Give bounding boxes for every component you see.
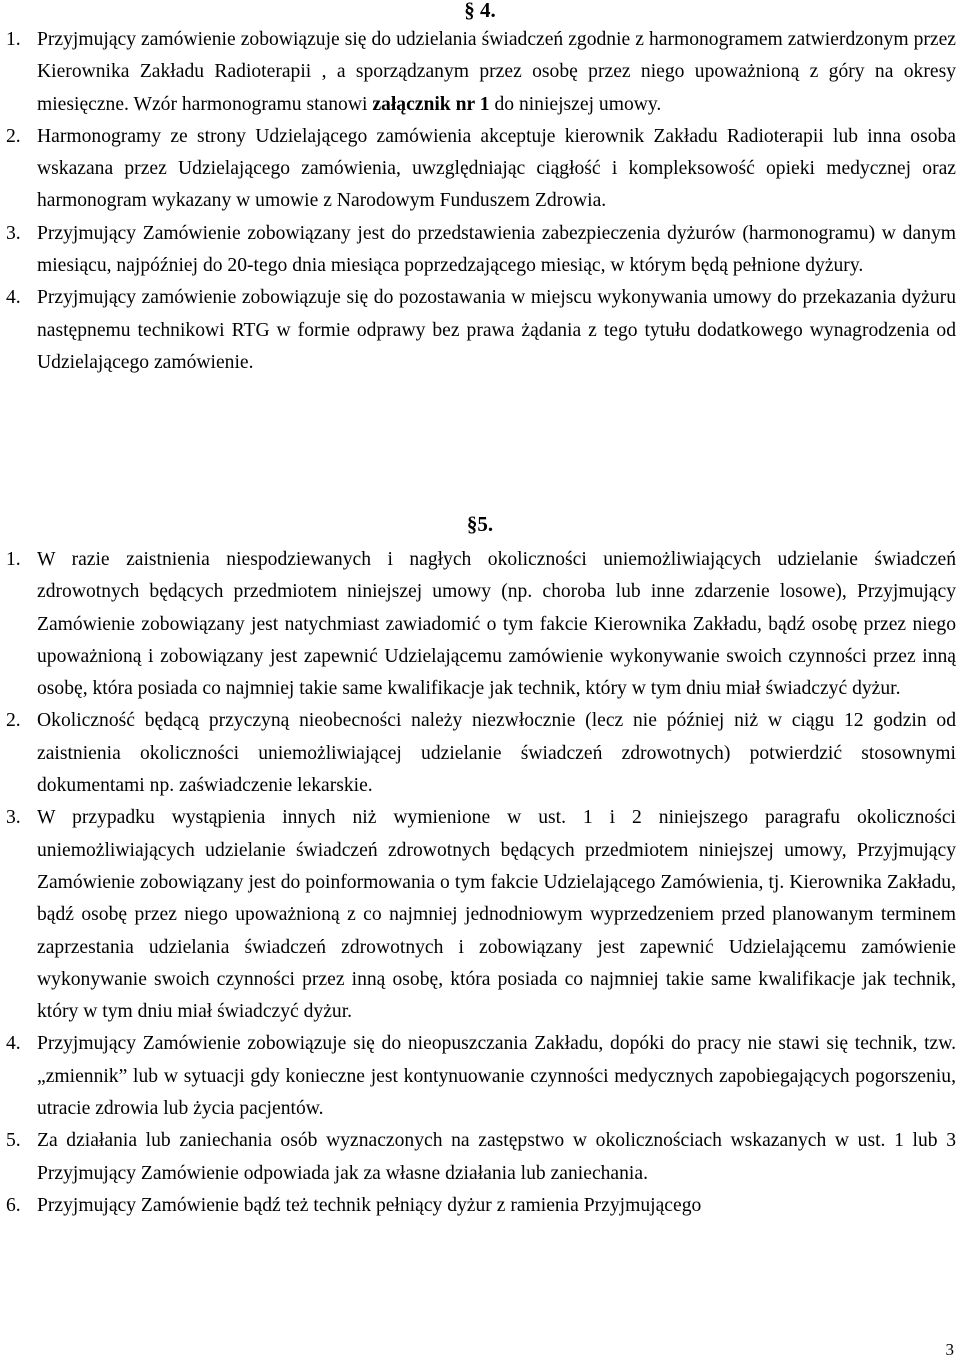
item-text: W przypadku wystąpienia innych niż wymienione w ust. 1 i 2 niniejszego paragrafu okoliczności uniemożliwiających udzielanie świadczeń zdrowotnych będących przedmiotem niniejszej umowy, Przyjmujący Zamówienie zobowiązany jest do poinformowania o tym fakcie Udzielającego Zamówienia, tj. Kierownika Zakładu, bądź osobę przez niego upoważnioną z co najmniej jednodniowym wyprzedzeniem przed planowanym terminem zaprzestania udzielania świadczeń zdrowotnych i zobowiązany jest zapewnić Udzielającemu zamówienie wykonywanie swoich czynności przez inną osobę, która posiada co najmniej takie same kwalifikacje jak technik, który w tym dniu miał świadczyć dyżur. (37, 807, 956, 1023)
section-4-heading: § 4. (464, 0, 496, 22)
item-number: 2. (6, 125, 21, 147)
item-number: 2. (6, 710, 21, 732)
page-number: 3 (945, 1340, 954, 1359)
item-number: 4. (6, 287, 21, 309)
item-text: Przyjmujący Zamówienie zobowiązany jest do przedstawienia zabezpieczenia dyżurów (harmonogramu) w danym miesiącu, najpóźniej do 20-tego dnia miesiąca poprzedzającego miesiąc, w którym będą pełnione dyżury. (37, 222, 956, 277)
item-text: Przyjmujący zamówienie zobowiązuje się do udzielania świadczeń zgodnie z harmonogramem zatwierdzonym przez Kierownika Zakładu Radioterapii , a sporządzanym przez osobę przez niego upoważnioną z góry na okresy miesięczne. Wzór harmonogramu stanowi załącznik nr 1 do niniejszej umowy. (37, 29, 956, 115)
attachment-reference: załącznik nr 1 (372, 93, 490, 115)
list-item (0, 218, 960, 283)
section-4 (0, 0, 960, 379)
list-item (0, 1028, 960, 1125)
item-number: 1. (6, 29, 21, 50)
list-item (0, 705, 960, 802)
item-number: 1. (6, 549, 21, 570)
item-text: Okoliczność będącą przyczyną nieobecności należy niezwłocznie (lecz nie później niż w ciągu 12 godzin od zaistnienia okoliczności uniemożliwiającej udzielanie świadczeń zdrowotnych) potwierdzić stosownymi dokumentami np. zaświadczenie lekarskie. (37, 710, 956, 797)
list-item (0, 121, 960, 218)
item-number: 5. (6, 1130, 21, 1152)
section-4-list (0, 24, 960, 379)
item-text: Przyjmujący zamówienie zobowiązuje się do pozostawania w miejscu wykonywania umowy do przekazania dyżuru następnemu technikowi RTG w formie odprawy bez prawa żądania z tego tytułu dodatkowego wynagrodzenia od Udzielającego zamówienie. (37, 287, 956, 373)
item-number: 3. (6, 807, 21, 829)
list-item (0, 24, 960, 121)
item-text: Za działania lub zaniechania osób wyznaczonych na zastępstwo w okolicznościach wskazanych w ust. 1 lub 3 Przyjmujący Zamówienie odpowiada jak za własne działania lub zaniechania. (37, 1130, 956, 1184)
item-text: Przyjmujący Zamówienie zobowiązuje się do nieopuszczania Zakładu, dopóki do pracy nie stawi się technik, tzw. „zmiennik” lub w sytuacji gdy konieczne jest kontynuowanie czynności medycznych zapobiegających pogorszeniu, utracie zdrowia lub życia pacjentów. (37, 1033, 956, 1120)
item-text: Harmonogramy ze strony Udzielającego zamówienia akceptuje kierownik Zakładu Radioterapii lub inna osoba wskazana przez Udzielającego zamówienia, uwzględniając ciągłość i kompleksowość opieki medycznej oraz harmonogram wykazany w umowie z Narodowym Funduszem Zdrowia. (37, 125, 956, 212)
list-item (0, 1125, 960, 1190)
list-item (0, 544, 960, 705)
item-number: 4. (6, 1033, 21, 1055)
section-5 (0, 510, 960, 1222)
section-5-list (0, 544, 960, 1222)
item-number: 6. (6, 1194, 21, 1216)
item-text: W razie zaistnienia niespodziewanych i nagłych okoliczności uniemożliwiających udzielanie świadczeń zdrowotnych będących przedmiotem niniejszej umowy (np. choroba lub inne zdarzenie losowe), Przyjmujący Zamówienie zobowiązany jest natychmiast zawiadomić o tym fakcie Kierownika Zakładu, bądź osobę przez niego upoważnioną i zobowiązany jest zapewnić Udzielającemu zamówienie wykonywanie swoich czynności przez inną osobę, która posiada co najmniej takie same kwalifikacje jak technik, który w tym dniu miał świadczyć dyżur. (37, 549, 956, 700)
list-item (0, 282, 960, 379)
list-item (0, 1190, 960, 1222)
list-item (0, 802, 960, 1028)
section-5-heading: §5. (466, 512, 494, 536)
item-text: Przyjmujący Zamówienie bądź też technik pełniący dyżur z ramienia Przyjmującego (37, 1194, 702, 1216)
item-number: 3. (6, 222, 21, 244)
